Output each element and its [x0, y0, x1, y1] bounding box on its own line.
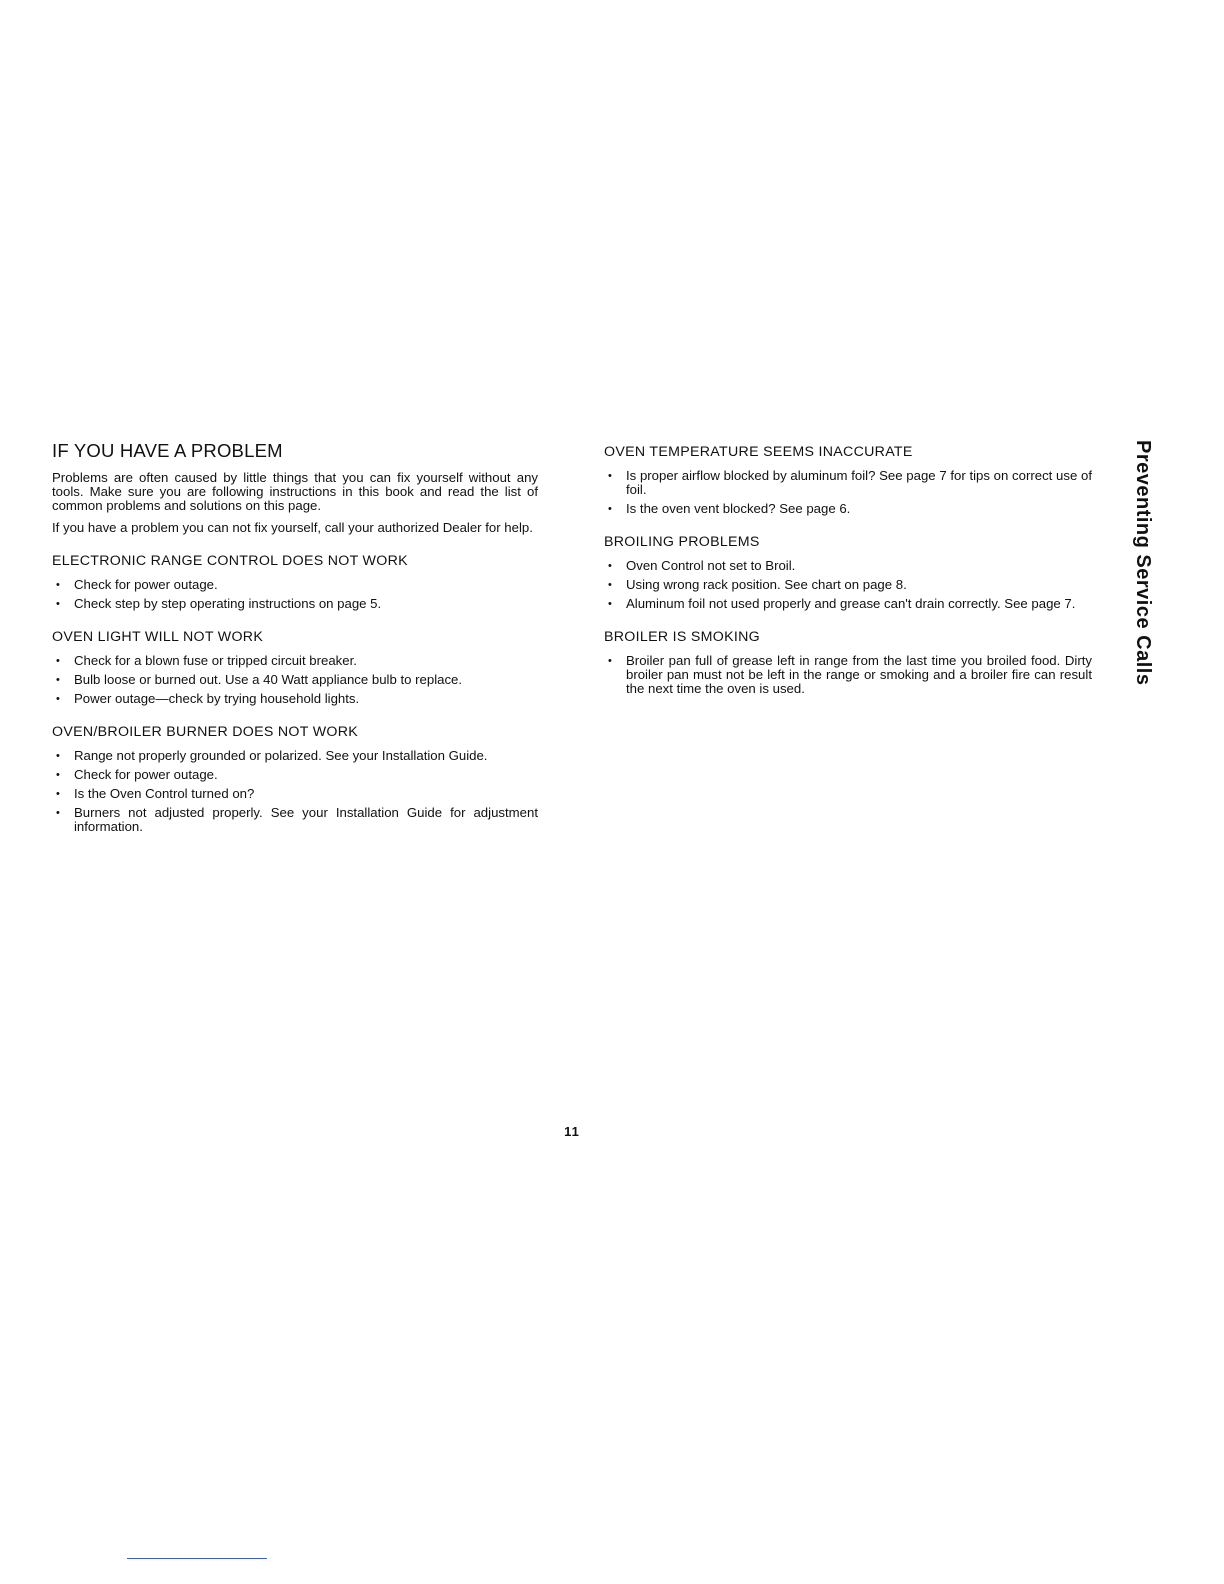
intro-paragraph: If you have a problem you can not fix yourself, call your authorized Dealer for help. — [52, 520, 533, 535]
problem-list — [52, 749, 538, 834]
bullet-icon: • — [56, 655, 60, 667]
side-tab — [1132, 440, 1154, 740]
list-item-text: Is proper airflow blocked by aluminum foil? See page 7 for tips on correct use of foil. — [626, 468, 1092, 497]
intro-paragraph: Problems are often caused by little things that you can fix yourself without any tools. Make sure you are following instructions in this book and read the list of common problems and solutions on this page. — [52, 470, 538, 513]
bullet-icon: • — [608, 598, 612, 610]
list-item — [604, 559, 1092, 573]
section-heading: ELECTRONIC RANGE CONTROL DOES NOT WORK — [52, 553, 408, 569]
section-oven-light — [52, 629, 538, 706]
list-item — [52, 806, 538, 834]
intro — [52, 471, 538, 535]
list-item-text: Check step by step operating instructions on page 5. — [74, 596, 382, 611]
list-item — [52, 692, 538, 706]
list-item — [604, 469, 1092, 497]
list-item — [52, 749, 538, 763]
section-heading: OVEN LIGHT WILL NOT WORK — [52, 629, 264, 645]
section-electronic-range-control — [52, 553, 538, 611]
problem-list — [604, 559, 1092, 611]
left-column — [52, 440, 538, 839]
list-item-text: Check for power outage. — [74, 767, 218, 782]
section-heading: OVEN TEMPERATURE SEEMS INACCURATE — [604, 444, 913, 460]
problem-list — [52, 654, 538, 706]
bullet-icon: • — [56, 579, 60, 591]
bullet-icon: • — [608, 560, 612, 572]
list-item — [604, 578, 1092, 592]
list-item — [52, 768, 538, 782]
section-oven-temperature — [604, 444, 1092, 516]
page-title: IF YOU HAVE A PROBLEM — [52, 440, 283, 461]
bullet-icon: • — [56, 788, 60, 800]
list-item-text: Using wrong rack position. See chart on page 8. — [626, 577, 907, 592]
section-oven-broiler-burner — [52, 724, 538, 834]
list-item-text: Broiler pan full of grease left in range from the last time you broiled food. Dirty broiler pan must not be left in the range or smoking and a broiler fire can result the next time the oven is used. — [626, 653, 1092, 696]
problem-list — [604, 654, 1092, 696]
side-tab-label: Preventing Service Calls — [1132, 440, 1154, 686]
list-item-text: Bulb loose or burned out. Use a 40 Watt appliance bulb to replace. — [74, 672, 463, 687]
list-item — [604, 597, 1092, 611]
list-item-text: Aluminum foil not used properly and grease can't drain correctly. See page 7. — [626, 596, 1076, 611]
list-item — [604, 654, 1092, 696]
list-item-text: Burners not adjusted properly. See your Installation Guide for adjustment information. — [74, 805, 538, 834]
list-item — [52, 597, 538, 611]
list-item — [52, 578, 538, 592]
bullet-icon: • — [608, 579, 612, 591]
list-item — [52, 787, 538, 801]
section-broiler-smoking — [604, 629, 1092, 696]
bullet-icon: • — [608, 503, 612, 515]
bullet-icon: • — [56, 598, 60, 610]
list-item — [604, 502, 1092, 516]
page-number: 11 — [564, 1124, 580, 1139]
list-item-text: Range not properly grounded or polarized. See your Installation Guide. — [74, 748, 488, 763]
list-item-text: Power outage—check by trying household lights. — [74, 691, 360, 706]
list-item-text: Oven Control not set to Broil. — [626, 558, 796, 573]
list-item — [52, 654, 538, 668]
right-column — [604, 440, 1092, 701]
footer-divider — [127, 1558, 267, 1559]
bullet-icon: • — [56, 693, 60, 705]
list-item-text: Check for a blown fuse or tripped circuit breaker. — [74, 653, 357, 668]
list-item-text: Is the oven vent blocked? See page 6. — [626, 501, 851, 516]
bullet-icon: • — [56, 750, 60, 762]
problem-list — [604, 469, 1092, 516]
bullet-icon: • — [608, 470, 612, 482]
bullet-icon: • — [56, 674, 60, 686]
list-item — [52, 673, 538, 687]
problem-list — [52, 578, 538, 611]
section-heading: BROILING PROBLEMS — [604, 534, 760, 550]
bullet-icon: • — [56, 769, 60, 781]
bullet-icon: • — [56, 807, 60, 819]
list-item-text: Is the Oven Control turned on? — [74, 786, 255, 801]
section-heading: BROILER IS SMOKING — [604, 629, 760, 645]
list-item-text: Check for power outage. — [74, 577, 218, 592]
bullet-icon: • — [608, 655, 612, 667]
section-broiling-problems — [604, 534, 1092, 611]
section-heading: OVEN/BROILER BURNER DOES NOT WORK — [52, 724, 359, 740]
